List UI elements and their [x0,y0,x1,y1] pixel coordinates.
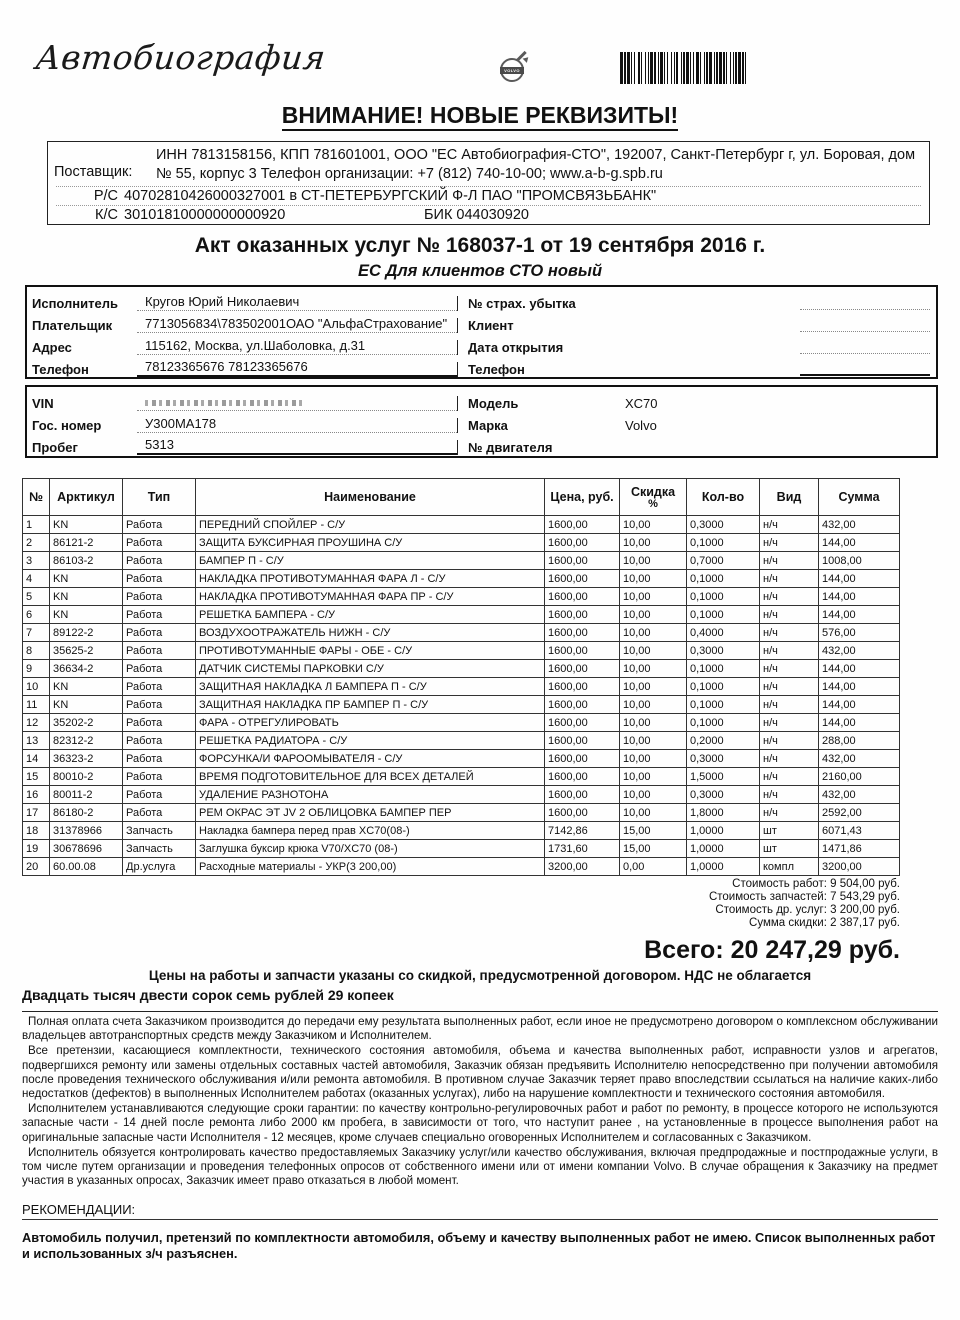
table-row [23,624,900,642]
cell-article: KN [50,678,123,696]
cell-unit: н/ч [760,660,819,678]
cell-discount: 15,00 [620,822,687,840]
cell-discount: 10,00 [620,606,687,624]
cell-unit: н/ч [760,570,819,588]
party-row-label2: № страх. убытка [457,296,617,311]
cell-num: 7 [23,624,50,642]
cell-num: 17 [23,804,50,822]
table-row [23,570,900,588]
terms-and-conditions [22,1011,938,1188]
attention-text: ВНИМАНИЕ! НОВЫЕ РЕКВИЗИТЫ! [282,102,678,131]
vehicle-row-value2: Volvo [625,418,657,433]
header-price: Цена, руб. [545,479,620,516]
cell-discount: 10,00 [620,642,687,660]
cell-price: 1600,00 [545,588,620,606]
cell-article: 89122-2 [50,624,123,642]
cell-qty: 0,1000 [687,714,760,732]
cell-type: Запчасть [123,840,196,858]
cell-sum: 432,00 [819,786,900,804]
total-discount: Сумма скидки: 2 387,17 руб. [749,917,900,929]
party-row-label2: Дата открытия [457,340,617,355]
cell-sum: 3200,00 [819,858,900,876]
cell-unit: н/ч [760,516,819,534]
cell-name: ФАРА - ОТРЕГУЛИРОВАТЬ [196,714,545,732]
vehicle-row-value2: XC70 [625,396,658,411]
cell-name: Накладка бампера перед прав XC70(08-) [196,822,545,840]
cell-price: 1600,00 [545,534,620,552]
cell-name: ПЕРЕДНИЙ СПОЙЛЕР - С/У [196,516,545,534]
volvo-logo-icon: VOLVO [500,58,530,88]
cell-price: 1600,00 [545,804,620,822]
cell-name: УДАЛЕНИЕ РАЗНОТОНА [196,786,545,804]
document-title: Акт оказанных услуг № 168037-1 от 19 сентября 2016 г. [194,234,766,257]
cell-sum: 288,00 [819,732,900,750]
cell-sum: 1471,86 [819,840,900,858]
cell-num: 9 [23,660,50,678]
vehicle-row-label: Гос. номер [32,418,102,433]
cell-num: 11 [23,696,50,714]
vehicle-row [27,433,936,455]
items-table [22,478,900,876]
cell-discount: 10,00 [620,696,687,714]
cell-article: 31378966 [50,822,123,840]
cell-price: 7142,86 [545,822,620,840]
cell-article: 35202-2 [50,714,123,732]
cell-qty: 0,1000 [687,660,760,678]
cell-article: 35625-2 [50,642,123,660]
cell-qty: 0,2000 [687,732,760,750]
cell-price: 1600,00 [545,732,620,750]
cell-sum: 144,00 [819,678,900,696]
cell-sum: 144,00 [819,714,900,732]
cell-sum: 432,00 [819,516,900,534]
table-row [23,678,900,696]
cell-discount: 10,00 [620,750,687,768]
cell-type: Работа [123,804,196,822]
total-works: Стоимость работ: 9 504,00 руб. [732,878,900,890]
supplier-account-row [56,186,921,205]
cell-type: Работа [123,678,196,696]
cell-type: Запчасть [123,822,196,840]
cell-qty: 0,1000 [687,678,760,696]
cell-type: Работа [123,642,196,660]
cell-num: 16 [23,786,50,804]
vehicle-row [27,389,936,411]
cell-article: KN [50,516,123,534]
cell-sum: 144,00 [819,606,900,624]
cell-sum: 432,00 [819,642,900,660]
cell-type: Работа [123,552,196,570]
attention-banner [0,102,960,131]
party-row-label: Адрес [32,340,72,355]
cell-num: 6 [23,606,50,624]
cell-qty: 1,0000 [687,822,760,840]
vehicle-row-label: VIN [32,396,54,411]
party-row-label2: Клиент [457,318,617,333]
cell-qty: 0,1000 [687,534,760,552]
cell-qty: 0,1000 [687,588,760,606]
cell-name: Расходные материалы - УКР(3 200,00) [196,858,545,876]
cell-qty: 1,8000 [687,804,760,822]
cell-article: 86103-2 [50,552,123,570]
cell-price: 1600,00 [545,768,620,786]
header-name: Наименование [196,479,545,516]
cell-qty: 1,5000 [687,768,760,786]
items-table-head [23,479,900,516]
cell-price: 1731,60 [545,840,620,858]
cell-qty: 0,1000 [687,606,760,624]
vehicle-row-value: 5313 [137,437,457,455]
table-row [23,696,900,714]
totals-block [0,878,900,930]
party-row [27,311,936,333]
table-row [23,804,900,822]
table-row [23,714,900,732]
cell-discount: 10,00 [620,534,687,552]
vehicle-info-box [25,385,938,458]
cell-article: KN [50,588,123,606]
items-table-wrapper [22,478,900,876]
cell-price: 1600,00 [545,642,620,660]
table-row [23,606,900,624]
cell-num: 12 [23,714,50,732]
bik-value: БИК 044030920 [424,207,529,223]
cell-unit: н/ч [760,804,819,822]
cell-sum: 144,00 [819,696,900,714]
cell-name: Заглушка буксир крюка V70/XC70 (08-) [196,840,545,858]
header-type: Тип [123,479,196,516]
table-row [23,768,900,786]
cell-sum: 144,00 [819,588,900,606]
cell-name: ФОРСУНКА/И ФАРООМЫВАТЕЛЯ - С/У [196,750,545,768]
cell-unit: шт [760,822,819,840]
cell-sum: 1008,00 [819,552,900,570]
cell-type: Работа [123,588,196,606]
cell-type: Работа [123,750,196,768]
cell-article: 82312-2 [50,732,123,750]
document-header [0,0,960,100]
cell-qty: 0,3000 [687,750,760,768]
cell-type: Работа [123,714,196,732]
cell-num: 13 [23,732,50,750]
redacted-vin-marks [145,400,305,406]
acceptance-note: Автомобиль получил, претензий по комплектности автомобиля, объему и качеству выполненных работ не имею. Список выполненных работ и использованных з/ч разъяснен. [22,1230,936,1262]
recommendations-label: РЕКОМЕНДАЦИИ: [22,1202,938,1220]
cell-type: Работа [123,516,196,534]
table-row [23,660,900,678]
cell-num: 3 [23,552,50,570]
cell-price: 1600,00 [545,696,620,714]
grand-total: Всего: 20 247,29 руб. [644,936,900,964]
cell-qty: 0,3000 [687,642,760,660]
party-row-label2: Телефон [457,362,617,377]
table-row [23,588,900,606]
cell-sum: 144,00 [819,660,900,678]
cell-discount: 10,00 [620,552,687,570]
cell-price: 3200,00 [545,858,620,876]
table-row [23,858,900,876]
cell-sum: 6071,43 [819,822,900,840]
cell-price: 1600,00 [545,714,620,732]
table-row [23,840,900,858]
cell-article: 80010-2 [50,768,123,786]
party-row [27,333,936,355]
cell-discount: 15,00 [620,840,687,858]
cell-discount: 10,00 [620,588,687,606]
total-services: Стоимость др. услуг: 3 200,00 руб. [715,904,900,916]
cell-article: 60.00.08 [50,858,123,876]
terms-paragraph: Исполнителем устанавливаются следующие сроки гарантии: по качеству контрольно-регулировочных работ и работ по ремонту, в процессе которого не используются запасные части - 14 дней после ремонта либо 2000 км пробега, в зависимости от того, что наступит ранее , на установленные в процессе выполнения работ на оригинальные запасные части Исполнителя - 12 месяцев, кроме случаев специально оговоренных Исполнителем и согласованных с Заказчиком. [22,1102,938,1144]
rs-value: 40702810426000327001 в СТ-ПЕТЕРБУРГСКИЙ Ф-Л ПАО "ПРОМСВЯЗЬБАНК" [124,188,657,204]
header-qty: Кол-во [687,479,760,516]
cell-name: НАКЛАДКА ПРОТИВОТУМАННАЯ ФАРА Л - С/У [196,570,545,588]
cell-sum: 2592,00 [819,804,900,822]
cell-num: 18 [23,822,50,840]
cell-price: 1600,00 [545,660,620,678]
cell-price: 1600,00 [545,606,620,624]
rs-label: Р/С [93,188,118,204]
terms-paragraph: Исполнитель обязуется контролировать качество предоставляемых Заказчику услуг/или качество обслуживания, включая предпродажные и постпродажные услуги, в том числе путем организации и проведения телефонных опросов от собственного имени или от имени компании Volvo. В случае обращения к Заказчику на предмет участия в указанных опросах, Заказчик имеет право отказаться в любой момент. [22,1145,938,1188]
cell-unit: н/ч [760,606,819,624]
party-row-label: Плательщик [32,318,113,333]
header-article: Арктикул [50,479,123,516]
cell-discount: 10,00 [620,804,687,822]
table-row [23,732,900,750]
cell-discount: 10,00 [620,768,687,786]
cell-type: Работа [123,534,196,552]
header-sum: Сумма [819,479,900,516]
cell-discount: 10,00 [620,786,687,804]
ks-value: 30101810000000000920 [124,207,286,223]
party-row-value: Кругов Юрий Николаевич [137,294,457,311]
cell-discount: 0,00 [620,858,687,876]
party-row-value: 7713056834\783502001ОАО "АльфаСтрахование" [137,316,457,333]
vehicle-row-label: Пробег [32,440,78,455]
cell-num: 20 [23,858,50,876]
cell-unit: н/ч [760,642,819,660]
cell-num: 14 [23,750,50,768]
cell-sum: 144,00 [819,534,900,552]
party-info-box [25,285,938,379]
cell-discount: 10,00 [620,570,687,588]
cell-article: 36323-2 [50,750,123,768]
table-row [23,822,900,840]
party-row-value: 115162, Москва, ул.Шаболовка, д.31 [137,338,457,355]
cell-price: 1600,00 [545,624,620,642]
cell-name: РЕМ ОКРАС ЭТ JV 2 ОБЛИЦОВКА БАМПЕР ПЕР [196,804,545,822]
cell-type: Работа [123,696,196,714]
cell-sum: 2160,00 [819,768,900,786]
header-num: № [23,479,50,516]
terms-paragraph: Все претензии, касающиеся комплектности, технического состояния автомобиля, объема и качества выполненных работ, исправности узлов и агрегатов, подвергшихся ремонту или замены отдельных составных частей автомобиля, Заказчик обязан предъявить Исполнителю непосредственно при получении автомобиля после проведения технического обслуживания и/или ремонта автомобиля. В противном случае Заказчик теряет право впоследствии ссылаться на наличие каких-либо недостатков (дефектов) в выполненных Исполнителем работах (оказанных услугах), либо на нарушение комплектности и технического состояния автомобиля. [22,1044,938,1101]
cell-name: ДАТЧИК СИСТЕМЫ ПАРКОВКИ С/У [196,660,545,678]
cell-name: ПРОТИВОТУМАННЫЕ ФАРЫ - ОБЕ - С/У [196,642,545,660]
cell-num: 15 [23,768,50,786]
cell-unit: н/ч [760,534,819,552]
cell-discount: 10,00 [620,516,687,534]
cell-sum: 576,00 [819,624,900,642]
cell-price: 1600,00 [545,552,620,570]
cell-qty: 1,0000 [687,858,760,876]
cell-name: ЗАЩИТНАЯ НАКЛАДКА Л БАМПЕРА П - С/У [196,678,545,696]
cell-type: Работа [123,570,196,588]
cell-qty: 0,3000 [687,786,760,804]
cell-price: 1600,00 [545,678,620,696]
cell-unit: н/ч [760,732,819,750]
cell-unit: н/ч [760,714,819,732]
cell-type: Работа [123,768,196,786]
cell-article: 30678696 [50,840,123,858]
terms-paragraph: Полная оплата счета Заказчиком производится до передачи ему результата выполненных работ, если иное не предусмотрено договором о комплексном обслуживании владельцев автотранспортных средств между Заказчиком и Исполнителем. [22,1015,938,1043]
table-row [23,750,900,768]
supplier-corr-account-row [56,205,921,224]
items-table-body [23,516,900,876]
cell-type: Работа [123,732,196,750]
supplier-details: ИНН 7813158156, КПП 781601001, ООО "ЕС Автобиография-СТО", 192007, Санкт-Петербург г, ул. Боровая, дом № 55, корпус 3 Телефон организации: +7 (812) 740-10-00; www.a-b-g.spb.ru [156,147,916,182]
party-row [27,355,936,377]
header-discount [620,479,687,516]
document-subtitle: ЕС Для клиентов СТО новый [357,262,603,280]
cell-type: Работа [123,606,196,624]
vehicle-row-label2: № двигателя [457,440,617,455]
cell-name: БАМПЕР П - С/У [196,552,545,570]
cell-name: РЕШЕТКА БАМПЕРА - С/У [196,606,545,624]
cell-unit: н/ч [760,678,819,696]
cell-discount: 10,00 [620,714,687,732]
cell-discount: 10,00 [620,624,687,642]
company-logo-text: Автобиография [33,38,328,77]
cell-qty: 0,3000 [687,516,760,534]
vehicle-row [27,411,936,433]
cell-num: 10 [23,678,50,696]
cell-name: ЗАЩИТНАЯ НАКЛАДКА ПР БАМПЕР П - С/У [196,696,545,714]
cell-article: KN [50,606,123,624]
table-row [23,786,900,804]
cell-type: Работа [123,624,196,642]
cell-price: 1600,00 [545,750,620,768]
cell-unit: н/ч [760,768,819,786]
cell-qty: 0,1000 [687,570,760,588]
cell-sum: 144,00 [819,570,900,588]
cell-name: ВРЕМЯ ПОДГОТОВИТЕЛЬНОЕ ДЛЯ ВСЕХ ДЕТАЛЕЙ [196,768,545,786]
cell-num: 5 [23,588,50,606]
price-disclaimer: Цены на работы и запчасти указаны со скидкой, предусмотренной договором. НДС не облагается [148,968,812,983]
cell-qty: 1,0000 [687,840,760,858]
cell-price: 1600,00 [545,516,620,534]
cell-article: KN [50,570,123,588]
cell-num: 4 [23,570,50,588]
cell-num: 19 [23,840,50,858]
vehicle-row-label2: Модель [457,396,617,411]
vehicle-row-value [137,394,457,411]
cell-article: 86180-2 [50,804,123,822]
party-row [27,289,936,311]
total-parts: Стоимость запчастей: 7 543,29 руб. [708,891,900,903]
cell-name: НАКЛАДКА ПРОТИВОТУМАННАЯ ФАРА ПР - С/У [196,588,545,606]
amount-in-words: Двадцать тысяч двести сорок семь рублей 29 копеек [22,987,394,1003]
table-row [23,534,900,552]
vehicle-row-value: У300МА178 [137,416,457,433]
cell-qty: 0,1000 [687,696,760,714]
cell-article: 80011-2 [50,786,123,804]
party-row-label: Исполнитель [32,296,118,311]
cell-type: Работа [123,786,196,804]
party-row-label: Телефон [32,362,89,377]
cell-article: 86121-2 [50,534,123,552]
cell-unit: компл [760,858,819,876]
cell-discount: 10,00 [620,678,687,696]
cell-article: KN [50,696,123,714]
cell-unit: шт [760,840,819,858]
cell-name: РЕШЕТКА РАДИАТОРА - С/У [196,732,545,750]
cell-unit: н/ч [760,786,819,804]
items-header-row [23,479,900,516]
cell-num: 2 [23,534,50,552]
supplier-label: Поставщик: [54,164,133,180]
cell-price: 1600,00 [545,786,620,804]
table-row [23,516,900,534]
cell-num: 1 [23,516,50,534]
cell-unit: н/ч [760,624,819,642]
cell-num: 8 [23,642,50,660]
cell-unit: н/ч [760,696,819,714]
header-discount-unit: % [648,497,658,510]
cell-unit: н/ч [760,552,819,570]
ks-label: К/С [95,207,118,223]
supplier-box [47,141,930,225]
vehicle-row-label2: Марка [457,418,617,433]
cell-article: 36634-2 [50,660,123,678]
table-row [23,642,900,660]
header-unit: Вид [760,479,819,516]
header-discount-label: Скидка [630,484,676,499]
cell-unit: н/ч [760,588,819,606]
cell-name: ВОЗДУХООТРАЖАТЕЛЬ НИЖН - С/У [196,624,545,642]
cell-name: ЗАЩИТА БУКСИРНАЯ ПРОУШИНА С/У [196,534,545,552]
cell-qty: 0,4000 [687,624,760,642]
cell-unit: н/ч [760,750,819,768]
cell-discount: 10,00 [620,660,687,678]
cell-qty: 0,7000 [687,552,760,570]
party-row-value: 78123365676 78123365676 [137,359,457,377]
cell-type: Др.услуга [123,858,196,876]
table-row [23,552,900,570]
cell-type: Работа [123,660,196,678]
cell-sum: 432,00 [819,750,900,768]
barcode-icon [620,52,810,84]
cell-price: 1600,00 [545,570,620,588]
cell-discount: 10,00 [620,732,687,750]
